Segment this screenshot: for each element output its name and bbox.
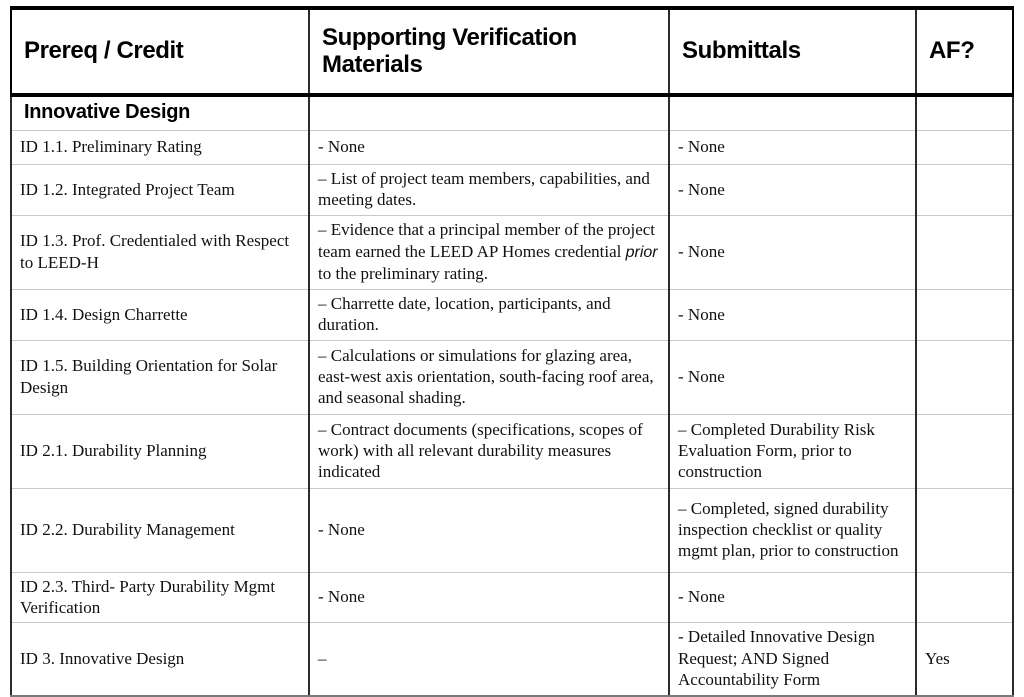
cell-prereq-credit: ID 2.3. Third- Party Durability Mgmt Verification	[11, 572, 309, 623]
cell-submittals: - None	[669, 215, 916, 289]
cell-submittals: - None	[669, 340, 916, 414]
table-group-row-innovative-design	[11, 95, 1013, 131]
column-header-supporting-verification-materials: Supporting Verification Materials	[309, 8, 669, 95]
supporting-materials-text-post: to the preliminary rating.	[318, 263, 488, 283]
cell-submittals: - None	[669, 131, 916, 165]
supporting-materials-text-emphasis: prior	[625, 243, 658, 261]
cell-supporting-materials: – Contract documents (specifications, scopes of work) with all relevant durability measures indicated	[309, 414, 669, 488]
column-header-submittals: Submittals	[669, 8, 916, 95]
cell-supporting-materials: – List of project team members, capabilities, and meeting dates.	[309, 165, 669, 216]
column-header-prereq-credit: Prereq / Credit	[11, 8, 309, 95]
cell-af	[916, 572, 1013, 623]
table-row	[11, 623, 1013, 696]
table-row	[11, 488, 1013, 572]
supporting-materials-text-pre: – Evidence that a principal member of the project team earned the LEED AP Homes credential	[318, 220, 656, 261]
cell-submittals: - None	[669, 165, 916, 216]
cell-af	[916, 131, 1013, 165]
cell-af	[916, 165, 1013, 216]
cell-af: Yes	[916, 623, 1013, 696]
cell-prereq-credit: ID 2.2. Durability Management	[11, 488, 309, 572]
cell-prereq-credit: ID 1.1. Preliminary Rating	[11, 131, 309, 165]
table-body	[11, 95, 1013, 696]
cell-submittals: - None	[669, 572, 916, 623]
cell-supporting-materials: - None	[309, 572, 669, 623]
table-header-row	[11, 8, 1013, 95]
cell-prereq-credit: ID 1.5. Building Orientation for Solar Design	[11, 340, 309, 414]
cell-prereq-credit: ID 1.4. Design Charrette	[11, 289, 309, 340]
group-cell-af	[916, 95, 1013, 131]
cell-submittals: – Completed, signed durability inspection checklist or quality mgmt plan, prior to construction	[669, 488, 916, 572]
table-row	[11, 572, 1013, 623]
cell-af	[916, 488, 1013, 572]
column-header-af: AF?	[916, 8, 1013, 95]
cell-supporting-materials: – Charrette date, location, participants, and duration.	[309, 289, 669, 340]
cell-supporting-materials: - None	[309, 488, 669, 572]
table-row	[11, 215, 1013, 289]
table-row	[11, 165, 1013, 216]
cell-submittals: - None	[669, 289, 916, 340]
cell-af	[916, 289, 1013, 340]
table-row	[11, 131, 1013, 165]
cell-prereq-credit: ID 1.2. Integrated Project Team	[11, 165, 309, 216]
cell-submittals: – Completed Durability Risk Evaluation Form, prior to construction	[669, 414, 916, 488]
cell-af	[916, 414, 1013, 488]
cell-af	[916, 340, 1013, 414]
cell-supporting-materials: – Calculations or simulations for glazing area, east-west axis orientation, south-facing roof area, and seasonal shading.	[309, 340, 669, 414]
table-header	[11, 8, 1013, 95]
table-row	[11, 414, 1013, 488]
table-row	[11, 289, 1013, 340]
group-label-innovative-design: Innovative Design	[11, 95, 309, 131]
cell-prereq-credit: ID 1.3. Prof. Credentialed with Respect to LEED-H	[11, 215, 309, 289]
cell-submittals: - Detailed Innovative Design Request; AND Signed Accountability Form	[669, 623, 916, 696]
cell-af	[916, 215, 1013, 289]
cell-supporting-materials: - None	[309, 131, 669, 165]
table-row	[11, 340, 1013, 414]
group-cell-submittals	[669, 95, 916, 131]
cell-prereq-credit: ID 3. Innovative Design	[11, 623, 309, 696]
cell-supporting-materials	[309, 215, 669, 289]
cell-prereq-credit: ID 2.1. Durability Planning	[11, 414, 309, 488]
cell-supporting-materials: –	[309, 623, 669, 696]
verification-materials-table	[10, 6, 1014, 697]
group-cell-supporting-materials	[309, 95, 669, 131]
